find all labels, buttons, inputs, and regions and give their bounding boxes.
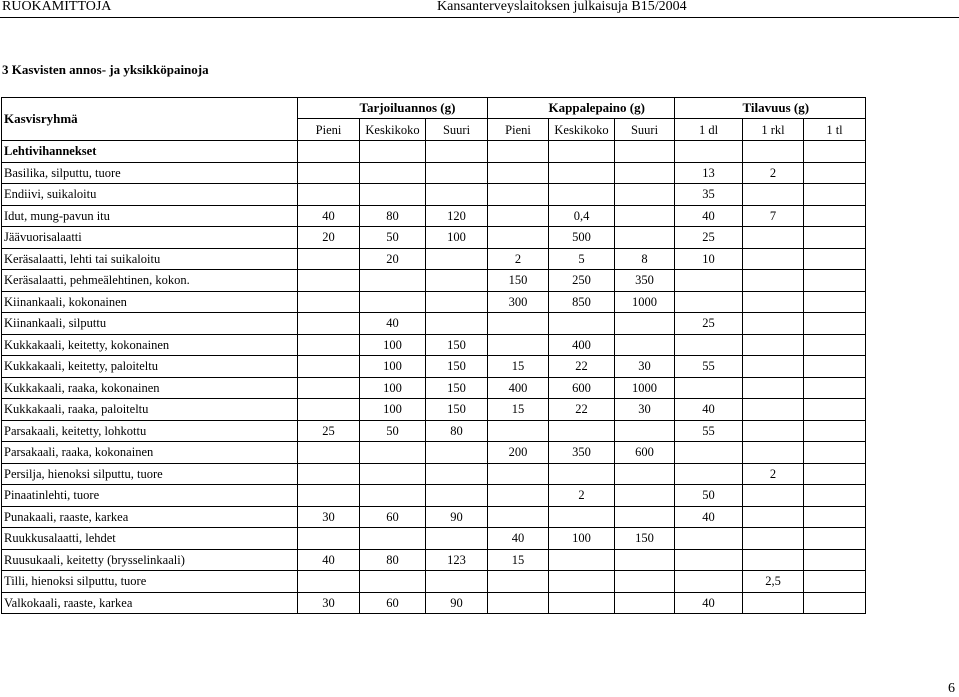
table-cell [426, 162, 488, 184]
portion-weights-table [1, 97, 866, 614]
table-cell [743, 377, 804, 399]
table-cell [615, 184, 675, 206]
table-cell [615, 205, 675, 227]
table-cell [675, 463, 743, 485]
table-cell: 150 [426, 356, 488, 378]
table-cell [615, 592, 675, 614]
row-name: Parsakaali, keitetty, lohkottu [2, 420, 298, 442]
table-cell [360, 442, 426, 464]
table-cell [743, 270, 804, 292]
table-row [2, 248, 866, 270]
table-cell: 150 [426, 334, 488, 356]
table-cell: 0,4 [549, 205, 615, 227]
row-name: Kukkakaali, raaka, kokonainen [2, 377, 298, 399]
table-row [2, 184, 866, 206]
table-cell [298, 528, 360, 550]
row-name: Punakaali, raaste, karkea [2, 506, 298, 528]
table-cell: 22 [549, 356, 615, 378]
group-header-cell [298, 98, 360, 119]
section-title: 3 Kasvisten annos- ja yksikköpainoja [2, 62, 209, 77]
table-cell: 200 [488, 442, 549, 464]
table-cell [675, 442, 743, 464]
table-cell: 150 [615, 528, 675, 550]
table-cell [488, 141, 549, 163]
table-row [2, 399, 866, 421]
column-header: 1 tl [804, 119, 866, 141]
table-cell: 50 [360, 420, 426, 442]
table-cell: 120 [426, 205, 488, 227]
table-cell: 50 [360, 227, 426, 249]
table-cell: 500 [549, 227, 615, 249]
table-cell [298, 571, 360, 593]
table-cell [743, 420, 804, 442]
table-cell [298, 442, 360, 464]
group-label: Kasvisryhmä [2, 98, 298, 141]
table-cell [298, 334, 360, 356]
table-cell [426, 291, 488, 313]
table-cell [360, 270, 426, 292]
column-header: 1 rkl [743, 119, 804, 141]
group-header-tarjoiluannos: Tarjoiluannos (g) [360, 98, 426, 119]
row-name: Kukkakaali, keitetty, paloiteltu [2, 356, 298, 378]
table-cell [804, 506, 866, 528]
table-cell: 15 [488, 356, 549, 378]
table-cell [488, 227, 549, 249]
table-cell [426, 313, 488, 335]
table-cell [743, 549, 804, 571]
table-cell [804, 549, 866, 571]
table-cell [675, 334, 743, 356]
table-cell: 13 [675, 162, 743, 184]
table-cell [298, 141, 360, 163]
table-cell [549, 420, 615, 442]
table-cell: 400 [488, 377, 549, 399]
table-cell [360, 184, 426, 206]
table-cell: 80 [426, 420, 488, 442]
row-name: Valkokaali, raaste, karkea [2, 592, 298, 614]
table-cell [804, 248, 866, 270]
table-cell: 350 [549, 442, 615, 464]
table-cell [804, 399, 866, 421]
row-name: Kukkakaali, keitetty, kokonainen [2, 334, 298, 356]
row-name: Jäävuorisalaatti [2, 227, 298, 249]
table-cell [804, 377, 866, 399]
row-name: Kiinankaali, silputtu [2, 313, 298, 335]
table-cell: 100 [360, 356, 426, 378]
table-row [2, 162, 866, 184]
table-cell [675, 549, 743, 571]
table-cell: 10 [675, 248, 743, 270]
table-cell [488, 184, 549, 206]
row-name: Basilika, silputtu, tuore [2, 162, 298, 184]
table-cell [298, 162, 360, 184]
table-cell: 2 [743, 463, 804, 485]
table-group-header-row [2, 98, 866, 119]
table-cell [675, 571, 743, 593]
table-cell: 100 [360, 377, 426, 399]
table-cell: 2 [743, 162, 804, 184]
category-row [2, 141, 866, 163]
table-cell [804, 205, 866, 227]
table-cell: 40 [298, 549, 360, 571]
table-cell: 150 [426, 399, 488, 421]
table-row [2, 205, 866, 227]
table-cell [549, 592, 615, 614]
table-cell: 250 [549, 270, 615, 292]
table-row [2, 356, 866, 378]
table-cell: 30 [615, 356, 675, 378]
table-cell [675, 528, 743, 550]
table-cell [804, 592, 866, 614]
table-cell: 600 [549, 377, 615, 399]
table-row [2, 528, 866, 550]
row-name: Idut, mung-pavun itu [2, 205, 298, 227]
table-cell [298, 313, 360, 335]
row-name: Keräsalaatti, pehmeälehtinen, kokon. [2, 270, 298, 292]
table-cell: 35 [675, 184, 743, 206]
table-cell [488, 205, 549, 227]
table-cell [743, 506, 804, 528]
table-cell [615, 571, 675, 593]
table-cell [675, 377, 743, 399]
row-name: Tilli, hienoksi silputtu, tuore [2, 571, 298, 593]
header-rule [0, 17, 959, 18]
table-row [2, 592, 866, 614]
table-cell [615, 141, 675, 163]
table-cell [360, 571, 426, 593]
table-cell [488, 506, 549, 528]
table-cell [675, 291, 743, 313]
table-cell [549, 313, 615, 335]
row-name: Endiivi, suikaloitu [2, 184, 298, 206]
row-name: Persilja, hienoksi silputtu, tuore [2, 463, 298, 485]
column-header: Suuri [426, 119, 488, 141]
table-cell: 123 [426, 549, 488, 571]
table-row [2, 571, 866, 593]
group-header-cell [675, 98, 743, 119]
table-cell [488, 592, 549, 614]
header-right-text: Kansanterveyslaitoksen julkaisuja B15/2004 [437, 0, 687, 14]
table-cell [675, 270, 743, 292]
table-cell [743, 291, 804, 313]
table-cell [804, 162, 866, 184]
table-cell [298, 485, 360, 507]
table-cell: 30 [298, 592, 360, 614]
table-cell [549, 506, 615, 528]
table-cell [804, 442, 866, 464]
table-cell [804, 184, 866, 206]
table-cell [549, 571, 615, 593]
table-cell: 20 [360, 248, 426, 270]
table-cell [804, 420, 866, 442]
table-cell: 40 [360, 313, 426, 335]
table-row [2, 420, 866, 442]
table-cell [743, 442, 804, 464]
table-cell [804, 141, 866, 163]
table-cell [426, 528, 488, 550]
table-cell [488, 162, 549, 184]
table-cell [298, 356, 360, 378]
table-cell [360, 463, 426, 485]
table-cell: 600 [615, 442, 675, 464]
table-cell [615, 162, 675, 184]
table-cell [426, 442, 488, 464]
table-cell: 2 [549, 485, 615, 507]
table-cell: 25 [675, 313, 743, 335]
table-cell [615, 334, 675, 356]
table-cell: 50 [675, 485, 743, 507]
table-cell [743, 184, 804, 206]
table-cell: 1000 [615, 377, 675, 399]
row-name: Keräsalaatti, lehti tai suikaloitu [2, 248, 298, 270]
table-cell [426, 141, 488, 163]
row-name: Kiinankaali, kokonainen [2, 291, 298, 313]
table-cell [488, 313, 549, 335]
table-cell: 100 [549, 528, 615, 550]
table-cell [298, 184, 360, 206]
table-cell [615, 227, 675, 249]
row-name: Pinaatinlehti, tuore [2, 485, 298, 507]
table-cell [426, 571, 488, 593]
column-header: Suuri [615, 119, 675, 141]
table-cell [804, 227, 866, 249]
table-row [2, 463, 866, 485]
table-cell: 300 [488, 291, 549, 313]
table-row [2, 442, 866, 464]
table-cell: 2,5 [743, 571, 804, 593]
table-cell [488, 463, 549, 485]
table-cell: 22 [549, 399, 615, 421]
table-cell: 1000 [615, 291, 675, 313]
table-body [2, 141, 866, 614]
table-cell [360, 291, 426, 313]
table-cell: 25 [675, 227, 743, 249]
table-cell: 90 [426, 592, 488, 614]
row-name: Parsakaali, raaka, kokonainen [2, 442, 298, 464]
table-cell: 80 [360, 549, 426, 571]
table-cell [298, 248, 360, 270]
table-cell: 100 [426, 227, 488, 249]
table-cell [743, 399, 804, 421]
table-cell [804, 313, 866, 335]
table-cell [675, 141, 743, 163]
table-cell: 100 [360, 334, 426, 356]
table-cell: 40 [298, 205, 360, 227]
table-cell: 150 [426, 377, 488, 399]
table-cell: 40 [488, 528, 549, 550]
table-cell [360, 141, 426, 163]
row-name: Ruusukaali, keitetty (brysselinkaali) [2, 549, 298, 571]
table-cell: 8 [615, 248, 675, 270]
table-cell [298, 270, 360, 292]
table-cell: 25 [298, 420, 360, 442]
column-header: Keskikoko [549, 119, 615, 141]
column-header: Pieni [298, 119, 360, 141]
column-header: Pieni [488, 119, 549, 141]
group-header-cell [488, 98, 549, 119]
column-header: 1 dl [675, 119, 743, 141]
table-cell [615, 463, 675, 485]
table-cell [426, 248, 488, 270]
table-cell [743, 485, 804, 507]
table-cell: 40 [675, 592, 743, 614]
table-cell: 350 [615, 270, 675, 292]
table-cell: 850 [549, 291, 615, 313]
group-header-cell [804, 98, 866, 119]
table-cell [743, 528, 804, 550]
table-cell: 5 [549, 248, 615, 270]
table-cell [549, 141, 615, 163]
table-row [2, 506, 866, 528]
table-cell [615, 506, 675, 528]
table-cell: 40 [675, 399, 743, 421]
table-cell: 80 [360, 205, 426, 227]
table-cell [298, 399, 360, 421]
running-header [0, 0, 959, 17]
table-cell [298, 291, 360, 313]
table-row [2, 313, 866, 335]
table-cell [615, 485, 675, 507]
table-cell [615, 313, 675, 335]
table-cell [360, 528, 426, 550]
table-cell [743, 248, 804, 270]
table-cell: 2 [488, 248, 549, 270]
table-cell: 40 [675, 506, 743, 528]
table-cell [549, 162, 615, 184]
group-header-kappalepaino: Kappalepaino (g) [549, 98, 615, 119]
table-cell [804, 291, 866, 313]
table-cell [426, 270, 488, 292]
table-cell [549, 549, 615, 571]
row-name: Ruukkusalaatti, lehdet [2, 528, 298, 550]
table-row [2, 549, 866, 571]
table-cell [743, 356, 804, 378]
table-cell [804, 334, 866, 356]
table-cell [804, 463, 866, 485]
table-cell [743, 592, 804, 614]
table-cell [549, 463, 615, 485]
table-cell: 30 [298, 506, 360, 528]
table-cell: 90 [426, 506, 488, 528]
table-cell [426, 184, 488, 206]
table-cell [488, 420, 549, 442]
table-cell [426, 463, 488, 485]
column-header: Keskikoko [360, 119, 426, 141]
table-cell: 7 [743, 205, 804, 227]
table-cell [426, 485, 488, 507]
table-row [2, 334, 866, 356]
table-cell [804, 485, 866, 507]
table-cell: 55 [675, 420, 743, 442]
table-cell [488, 485, 549, 507]
table-cell: 20 [298, 227, 360, 249]
table-cell [743, 141, 804, 163]
table-cell [549, 184, 615, 206]
table-cell: 40 [675, 205, 743, 227]
header-left-text: RUOKAMITTOJA [2, 0, 112, 14]
table-cell [804, 571, 866, 593]
table-cell [743, 313, 804, 335]
table-cell [804, 356, 866, 378]
table-cell: 150 [488, 270, 549, 292]
table-cell: 55 [675, 356, 743, 378]
table-cell [615, 420, 675, 442]
table-cell [488, 334, 549, 356]
table-cell [804, 528, 866, 550]
row-name: Kukkakaali, raaka, paloiteltu [2, 399, 298, 421]
table-cell [360, 485, 426, 507]
table-cell [743, 227, 804, 249]
table-cell [298, 377, 360, 399]
table-cell: 60 [360, 506, 426, 528]
group-header-tilavuus: Tilavuus (g) [743, 98, 804, 119]
table-cell [615, 549, 675, 571]
table-cell: 60 [360, 592, 426, 614]
table-cell [804, 270, 866, 292]
table-cell [488, 571, 549, 593]
table-cell: 400 [549, 334, 615, 356]
table-row [2, 291, 866, 313]
table-cell: 15 [488, 399, 549, 421]
table-row [2, 377, 866, 399]
table-row [2, 270, 866, 292]
page-number: 6 [948, 681, 955, 696]
table-row [2, 485, 866, 507]
table-cell: 30 [615, 399, 675, 421]
table-row [2, 227, 866, 249]
table-cell [743, 334, 804, 356]
table-cell: 100 [360, 399, 426, 421]
table-cell [360, 162, 426, 184]
table-cell: 15 [488, 549, 549, 571]
table-cell [298, 463, 360, 485]
category-label: Lehtivihannekset [2, 141, 298, 163]
